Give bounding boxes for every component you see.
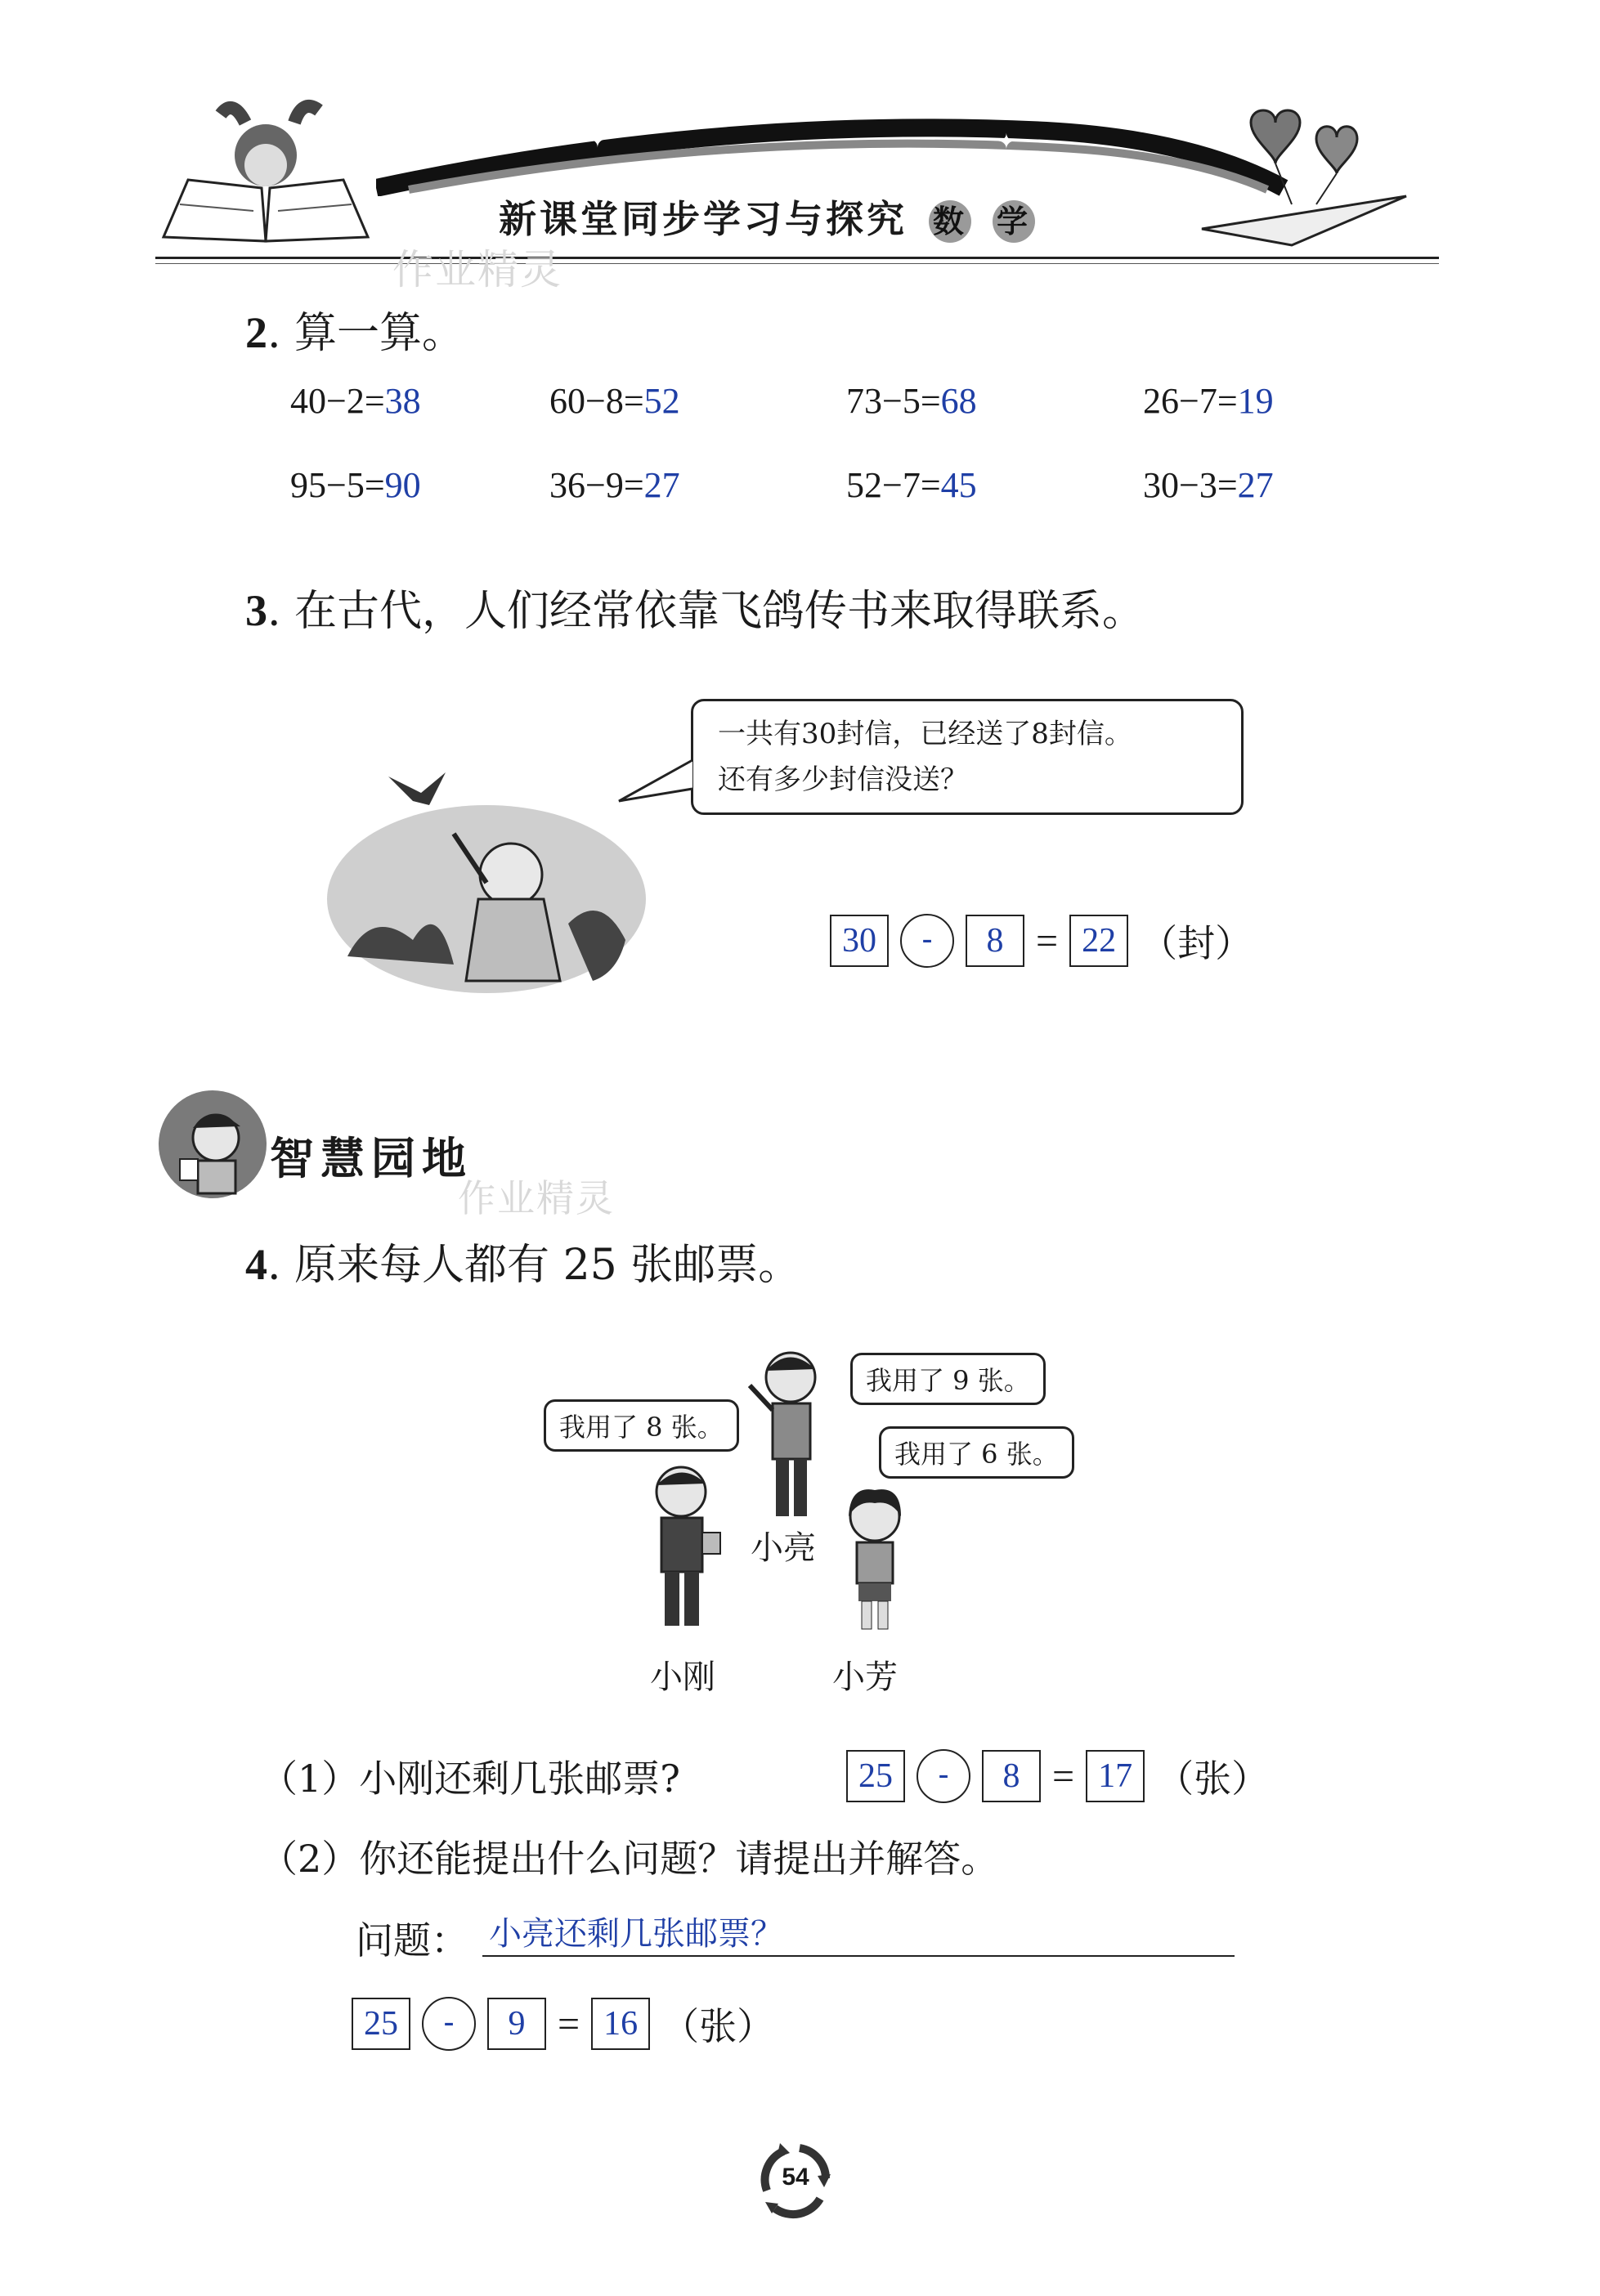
q2-expr: 73−5= [846, 381, 941, 421]
q2-problem [846, 464, 977, 506]
q4-sub1-label: （1）小刚还剩几张邮票? [260, 1757, 680, 1801]
q3-box-b[interactable]: 8 [966, 915, 1024, 967]
watermark: 作业精灵 [458, 1176, 615, 1220]
svg-text:✦: ✦ [997, 130, 1015, 154]
q2-answer: 19 [1237, 381, 1274, 421]
q3-box-result[interactable]: 22 [1069, 915, 1128, 967]
q2-answer: 27 [643, 465, 680, 505]
section-title: 智慧园地 [270, 1133, 473, 1184]
q4-number: 4 [245, 1240, 267, 1289]
header-illustration-girl-book [155, 90, 376, 253]
q4-sub2-equation [352, 1997, 774, 2051]
bubble-xiaoliang: 我用了 9 张。 [850, 1353, 1046, 1405]
pigeon-scene-illustration [323, 736, 650, 997]
q3-speech-tail [617, 756, 699, 805]
q4-sub2-box-result[interactable]: 16 [591, 1998, 650, 2050]
q2-answer: 38 [384, 381, 421, 421]
q3-operator-circle[interactable]: - [900, 914, 954, 968]
q2-expr: 40−2= [290, 381, 385, 421]
bubble-xiaogang: 我用了 8 张。 [544, 1399, 739, 1452]
q4-sub1-equation [846, 1749, 1269, 1803]
header-title-text: 新课堂同步学习与探究 [499, 197, 908, 241]
q3-number: 3 [245, 586, 267, 635]
q2-problem [290, 380, 421, 422]
q2-title [245, 298, 464, 360]
header-hearts-paper-plane [1194, 90, 1431, 253]
q2-problem [549, 464, 680, 506]
q4-sub1-operator-circle[interactable]: - [917, 1749, 970, 1803]
q4-sub2-label: （2）你还能提出什么问题？请提出并解答。 [260, 1837, 999, 1881]
q4-sub1-box-a[interactable]: 25 [846, 1750, 905, 1802]
q2-answer: 52 [643, 381, 680, 421]
name-xiaofang: 小芳 [832, 1658, 898, 1696]
q4-question-field[interactable] [482, 1904, 1235, 1957]
subject-badge-2: 学 [993, 200, 1035, 243]
header-divider [155, 257, 1439, 259]
page-number: 54 [782, 2164, 809, 2191]
q4-question-answer: 小亮还剩几张邮票？ [489, 1915, 783, 1953]
q2-answer: 68 [940, 381, 977, 421]
q4-sub2-operator-circle[interactable]: - [422, 1997, 476, 2051]
bubble-xiaofang: 我用了 6 张。 [879, 1426, 1074, 1479]
page-number-badge [751, 2133, 840, 2223]
q2-expr: 26−7= [1143, 381, 1238, 421]
xiaofang-figure [826, 1484, 924, 1631]
q2-answer: 90 [384, 465, 421, 505]
q4-sub1-box-result[interactable]: 17 [1086, 1750, 1145, 1802]
q3-box-a[interactable]: 30 [830, 915, 889, 967]
q2-problem [846, 380, 977, 422]
q2-expr: 95−5= [290, 465, 385, 505]
q2-problem [549, 380, 680, 422]
q2-expr: 60−8= [549, 381, 644, 421]
q4-sub1-unit: （张） [1156, 1757, 1270, 1801]
name-xiaoliang: 小亮 [751, 1529, 816, 1567]
equals-sign: = [1036, 919, 1059, 963]
q2-problem [290, 464, 421, 506]
name-xiaogang: 小刚 [650, 1658, 715, 1696]
q2-problem [1143, 380, 1274, 422]
watermark: 作业精灵 [392, 246, 562, 293]
q4-sub2-unit: （张） [661, 2004, 775, 2048]
q4-sub2-box-b[interactable]: 9 [487, 1998, 546, 2050]
xiaoliang-figure [740, 1345, 838, 1524]
xiaogang-figure [634, 1459, 732, 1631]
section-mascot-icon [155, 1087, 270, 1202]
header-divider-thin [155, 263, 1439, 264]
q2-number: 2 [245, 308, 267, 357]
q2-expr: 30−3= [1143, 465, 1238, 505]
header-rainbow-decoration [376, 98, 1292, 196]
q3-title [245, 576, 1145, 638]
q4-title-text: . 原来每人都有 25 张邮票。 [267, 1241, 801, 1290]
q2-expr: 36−9= [549, 465, 644, 505]
q4-title [245, 1230, 800, 1291]
q4-sub1-box-b[interactable]: 8 [982, 1750, 1041, 1802]
header-title [499, 190, 1035, 244]
equals-sign: = [558, 2002, 580, 2046]
q4-question-label: 问题： [356, 1918, 468, 1963]
q3-title-text: . 在古代，人们经常依靠飞鸽传书来取得联系。 [267, 587, 1145, 636]
q3-speech-bubble [691, 699, 1244, 815]
subject-badge-1: 数 [929, 200, 971, 243]
q3-speech-line: 一共有30封信，已经送了8封信。 [718, 718, 1132, 750]
q2-answer: 27 [1237, 465, 1274, 505]
q3-equation [830, 914, 1253, 968]
q2-title-text: . 算一算。 [267, 309, 465, 358]
q2-problem [1143, 464, 1274, 506]
q3-speech-line: 还有多少封信没送？ [718, 763, 968, 796]
svg-text:✦: ✦ [589, 128, 607, 153]
equals-sign: = [1052, 1754, 1075, 1798]
q3-unit: （封） [1140, 921, 1253, 965]
q4-sub2-box-a[interactable]: 25 [352, 1998, 410, 2050]
q2-answer: 45 [940, 465, 977, 505]
q2-expr: 52−7= [846, 465, 941, 505]
